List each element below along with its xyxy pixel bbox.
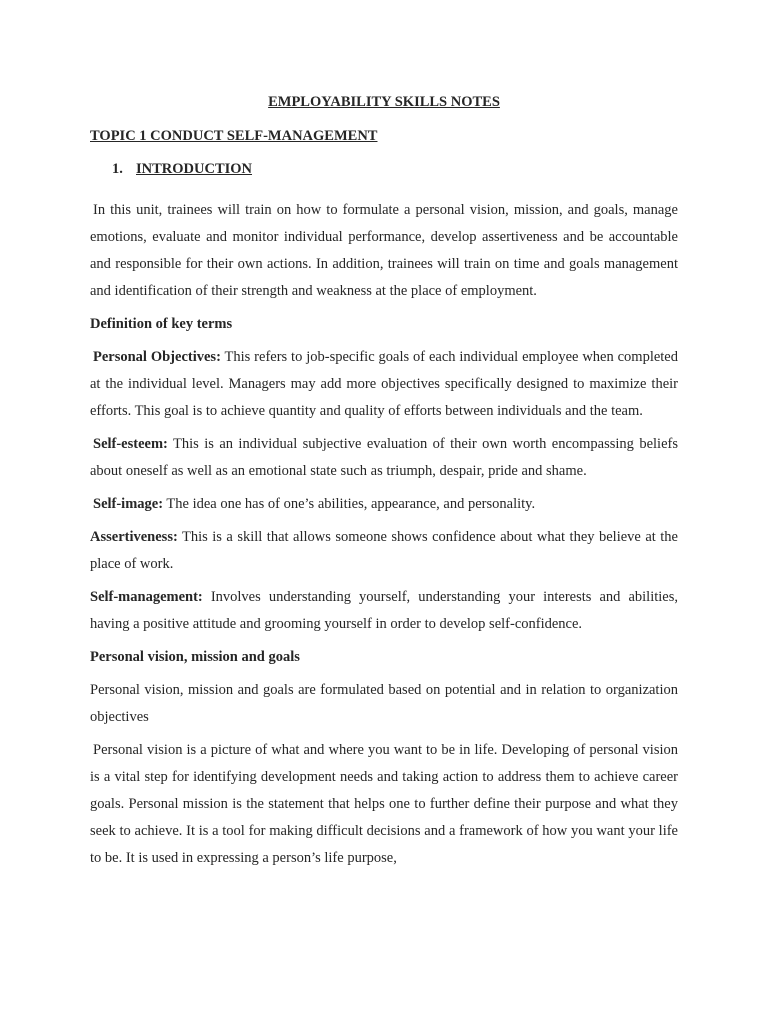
definition-text: The idea one has of one’s abilities, appearance, and personality. [163,496,536,512]
definition-text: This is a skill that allows someone shows confidence about what they believe at the place of work. [90,529,678,572]
section-heading [112,159,678,179]
vision-intro-paragraph: Personal vision, mission and goals are formulated based on potential and in relation to organization objectives [90,682,678,725]
intro-paragraph: In this unit, trainees will train on how to formulate a personal vision, mission, and goals, manage emotions, evaluate and monitor individual performance, develop assertiveness and be accountable and responsible for their own actions. In addition, trainees will train on time and goals management and identification of their strength and weakness at the place of employment. [90,202,678,299]
definition-self-esteem [90,431,678,485]
definition-text: This refers to job-specific goals of each individual employee when completed at the individual level. Managers may add more objectives specifically designed to maximize their efforts. This goal is to achieve quantity and quality of efforts between individuals and the team. [90,349,678,419]
section-label: INTRODUCTION [136,161,253,177]
topic-heading: TOPIC 1 CONDUCT SELF-MANAGEMENT [90,128,378,144]
definitions-heading: Definition of key terms [90,316,233,332]
definition-term: Personal Objectives: [93,349,221,365]
definition-self-management [90,584,678,638]
definition-text: Involves understanding yourself, understanding your interests and abilities, having a positive attitude and grooming yourself in order to develop self-confidence. [90,589,678,632]
definition-term: Self-image: [93,496,164,512]
definition-term: Assertiveness: [90,529,178,545]
definition-term: Self-esteem: [93,436,168,452]
definition-text: This is an individual subjective evaluation of their own worth encompassing beliefs about oneself as well as an emotional state such as triumph, despair, pride and shame. [90,436,678,479]
definition-assertiveness [90,524,678,578]
document-page [90,92,678,878]
vision-heading: Personal vision, mission and goals [90,649,300,665]
definition-personal-objectives [90,344,678,425]
section-number: 1. [112,161,123,177]
definition-self-image [90,491,678,518]
definition-term: Self-management: [90,589,203,605]
vision-body-paragraph: Personal vision is a picture of what and where you want to be in life. Developing of personal vision is a vital step for identifying development needs and taking action to address them to achieve career goals. Personal mission is the statement that helps one to further define their purpose and what they seek to achieve. It is a tool for making difficult decisions and a framework of how you want your life to be. It is used in expressing a person’s life purpose, [90,742,678,866]
document-title: EMPLOYABILITY SKILLS NOTES [268,94,500,110]
